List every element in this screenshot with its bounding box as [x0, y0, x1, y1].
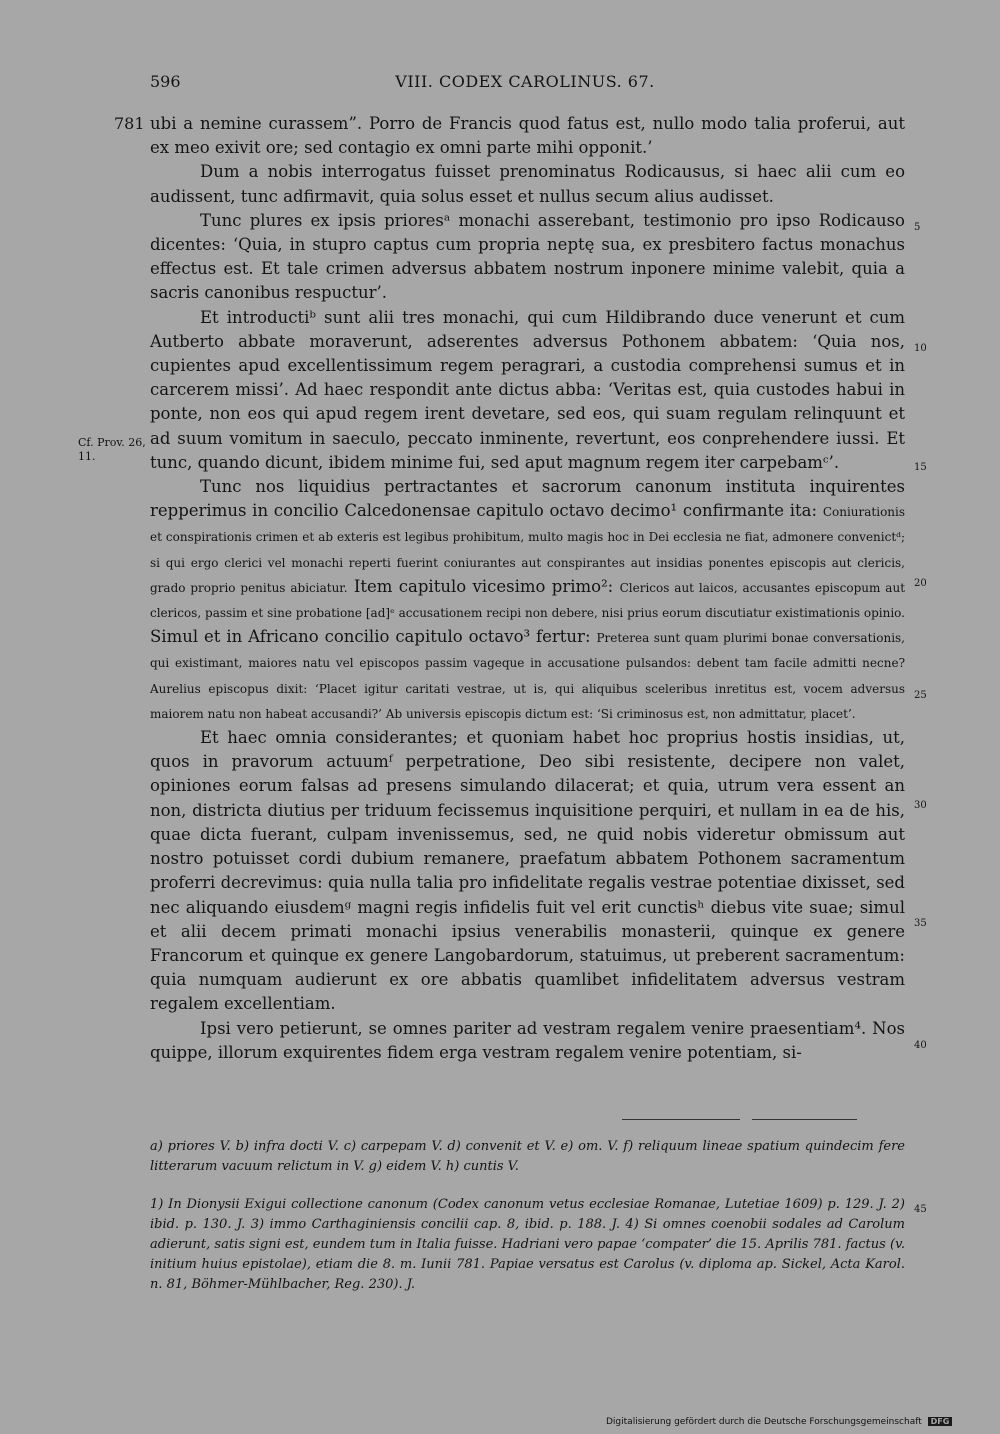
margin-year: 781: [114, 114, 145, 133]
canon-quote: Coniurationis et conspirationis crimen et ab exteris est legibus prohibitum, multo magis hoc in Dei ecclesia ne fiat, admonere convenictᵈ; si qui ergo clerici vel monachi reperti fuerint coniurantes aut conspirantes aut insidias ponentes episcopis aut clericis, grado proprio penitus abiciatur.: [150, 505, 906, 595]
credit-text: Digitalisierung gefördert durch die Deutsche Forschungsgemeinschaft: [606, 1417, 922, 1427]
running-head: VIII. CODEX CAROLINUS. 67.: [395, 72, 655, 91]
line-number: 35: [914, 918, 927, 929]
paragraph: Tunc plures ex ipsis prioresᵃ monachi asserebant, testimonio pro ipso Rodicauso dicentes: ‘Quia, in stupro captus cum propria neptę sua, ex presbitero factus monachus effectus est. Et tale crimen adversus abbatem nostrum inponere minime valebit, quia a sacris canonibus respuctur’.: [150, 210, 905, 303]
paragraph: [150, 475, 905, 726]
apparatus-footnotes: a) priores V. b) infra docti V. c) carpepam V. d) convenit et V. e) om. V. f) reliquum lineae spatium quindecim fere litterarum vacuum relictum in V. g) eidem V. h) cuntis V.: [150, 1139, 905, 1174]
line-number: 45: [914, 1204, 927, 1215]
line-number: 20: [914, 578, 927, 589]
page-number: 596: [150, 72, 181, 91]
line-number: 40: [914, 1040, 927, 1051]
margin-note: Cf. Prov. 26, 11.: [78, 436, 146, 463]
paragraph: ubi a nemine curassem”. Porro de Francis quod fatus est, nullo modo talia proferui, aut ex meo exivit ore; sed contagio ex omni parte mihi opponit.’: [150, 114, 905, 158]
numbered-footnotes: 1) In Dionysii Exigui collectione canonum (Codex canonum vetus ecclesiae Romanae, Lutetiae 1609) p. 129. J. 2) ibid. p. 130. J. 3) immo Carthaginiensis concilii cap. 8, ibid. p. 188. J. 4) Si omnes coenobii sodales ad Carolum adierunt, satis signi est, eundem tum in Italia fuisse. Hadriani vero papae ‘compater’ die 15. Aprilis 781. factus (v. initium huius epistolae), etiam die 8. m. Iunii 781. Papiae versatus est Carolus (v. diploma ap. Sickel, Acta Karol. n. 81, Böhmer-Mühlbacher, Reg. 230). J.: [150, 1197, 905, 1292]
line-number: 25: [914, 690, 927, 701]
canon-quote: Preterea sunt quam plurimi bonae conversationis, qui existimant, maiores natu vel episcopos passim vageque in accusatione pulsandos: debent tam facile admitti necne? Aurelius episcopus dixit: ‘Placet igitur caritati vestrae, ut is, qui aliquibus sceleribus inretitus est, vocem adversus maiorem natu non habeat accusandi?’ Ab universis episcopis dictum est: ‘Si criminosus est, non admittatur, placet’.: [150, 631, 905, 721]
line-number: 30: [914, 800, 927, 811]
text-run: Tunc nos liquidius pertractantes et sacrorum canonum instituta inquirentes repperimus in concilio Calcedonensae capitulo octavo decimo¹ confirmante ita:: [150, 477, 905, 521]
paragraph: Dum a nobis interrogatus fuisset prenominatus Rodicausus, si haec alii cum eo audissent, tunc adfirmavit, quia solus esset et nullus secum alius audisset.: [150, 162, 905, 206]
digitization-credit: [606, 1417, 952, 1427]
paragraph: Et haec omnia considerantes; et quoniam habet hoc proprius hostis insidias, ut, quos in pravorum actuumᶠ perpetratione, Deo sibi resistente, decipere non valet, opiniones eorum falsas ad presens simulando dilacerat; et quia, utrum vera essent an non, districta diutius per triduum fecissemus inquisitione perquiri, et nullam in ea de his, quae dicta fuerant, culpam invenissemus, sed, ne quid nobis videretur obmissum aut nostro potuisset cordi dubium remanere, praefatum abbatem Pothonem sacramentum proferri decrevimus: quia nulla talia pro infidelitate regalis vestrae potentiae dixisset, sed nec aliquando eiusdemᵍ magni regis infidelis fuit vel erit cunctisʰ diebus vite suae; simul et alii decem primati monachi ipsius venerabilis monasterii, quinque ex genere Francorum et quinque ex genere Langobardorum, statuimus, ut preberent sacramentum: quia numquam audierunt ex ore abbatis quamlibet infidelitatem adversus vestram regalem excellentiam.: [150, 728, 905, 1014]
page-header: [150, 72, 900, 96]
footnote-rule: [622, 1119, 740, 1120]
text-run: Simul et in Africano concilio capitulo octavo³ fertur:: [150, 627, 591, 647]
line-number: 5: [914, 222, 921, 233]
paragraph: Et introductiᵇ sunt alii tres monachi, qui cum Hildibrando duce venerunt et cum Autberto abbate moraverunt, adserentes adversus Pothonem abbatem: ‘Quia nos, cupientes apud excellentissimum regem peragrari, a custodia comprehensi sumus et in carcerem missi’. Ad haec respondit ante dictus abba: ‘Veritas est, quia custodes habui in ponte, non eos qui apud regem irent devetare, sed eos, qui suam regulam relinquunt et ad suum vomitum in saeculo, peccato inminente, revertunt, eos conprehendere iussi. Et tunc, quando dicunt, ibidem minime fui, sed aput magnum regem iter carpebamᶜ’.: [150, 307, 905, 472]
text-run: Item capitulo vicesimo primo²:: [353, 576, 614, 596]
paragraph: Ipsi vero petierunt, se omnes pariter ad vestram regalem venire praesentiam⁴. Nos quippe, illorum exquirentes fidem erga vestram regalem venire potentiam, si-: [150, 1018, 905, 1062]
canon-quote: Clericos aut laicos, accusantes episcopum aut clericos, passim et sine probatione [ad]ᵉ accusationem recipi non debere, nisi prius eorum discutiatur existimationis opinio.: [150, 580, 906, 621]
dfg-logo: DFG: [928, 1417, 953, 1426]
footnote-rule: [752, 1119, 857, 1120]
body-text: [150, 112, 905, 1065]
line-number: 10: [914, 343, 927, 354]
line-number: 15: [914, 462, 927, 473]
